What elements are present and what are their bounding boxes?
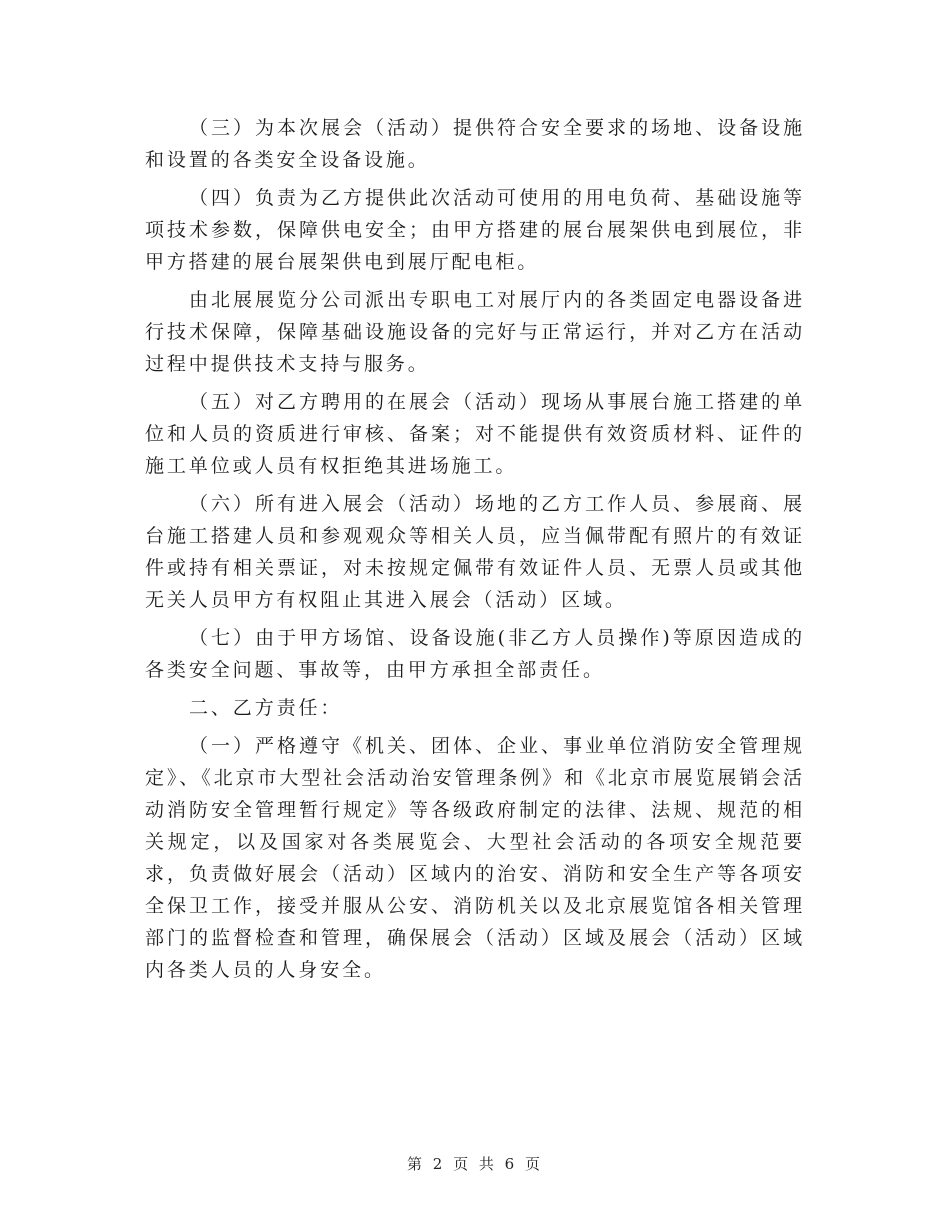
paragraph-item-6: （六）所有进入展会（活动）场地的乙方工作人员、参展商、展台施工搭建人员和参观观众等相关人员，应当佩带配有照片的有效证件或持有相关票证，对未按规定佩带有效证件人员、无票人员或其他无关人员甲方有权阻止其进入展会（活动）区域。 [145, 493, 805, 611]
paragraph-item-5: （五）对乙方聘用的在展会（活动）现场从事展台施工搭建的单位和人员的资质进行审核、备案；对不能提供有效资质材料、证件的施工单位或人员有权拒绝其进场施工。 [145, 391, 805, 477]
document-body [145, 112, 805, 992]
page-number-footer: 第 2 页 共 6 页 [407, 1155, 543, 1173]
paragraph-b-item-1: （一）严格遵守《机关、团体、企业、事业单位消防安全管理规定》、《北京市大型社会活动治安管理条例》和《北京市展览展销会活动消防安全管理暂行规定》等各级政府制定的法律、法规、规范的相关规定，以及国家对各类展览会、大型社会活动的各项安全规范要求，负责做好展会（活动）区域内的治安、消防和安全生产等各项安全保卫工作，接受并服从公安、消防机关以及北京展览馆各相关管理部门的监督检查和管理，确保展会（活动）区域及展会（活动）区域内各类人员的人身安全。 [145, 735, 805, 981]
paragraph-item-3: （三）为本次展会（活动）提供符合安全要求的场地、设备设施和设置的各类安全设备设施。 [145, 117, 805, 171]
paragraph-item-7: （七）由于甲方场馆、设备设施(非乙方人员操作)等原因造成的各类安全问题、事故等，由甲方承担全部责任。 [145, 627, 805, 681]
paragraph-electrician: 由北展展览分公司派出专职电工对展厅内的各类固定电器设备进行技术保障，保障基础设施设备的完好与正常运行，并对乙方在活动过程中提供技术支持与服务。 [145, 289, 805, 375]
section-heading-party-b: 二、乙方责任： [189, 697, 343, 719]
paragraph-item-4: （四）负责为乙方提供此次活动可使用的用电负荷、基础设施等项技术参数，保障供电安全；由甲方搭建的展台展架供电到展位，非甲方搭建的展台展架供电到展厅配电柜。 [145, 187, 805, 273]
